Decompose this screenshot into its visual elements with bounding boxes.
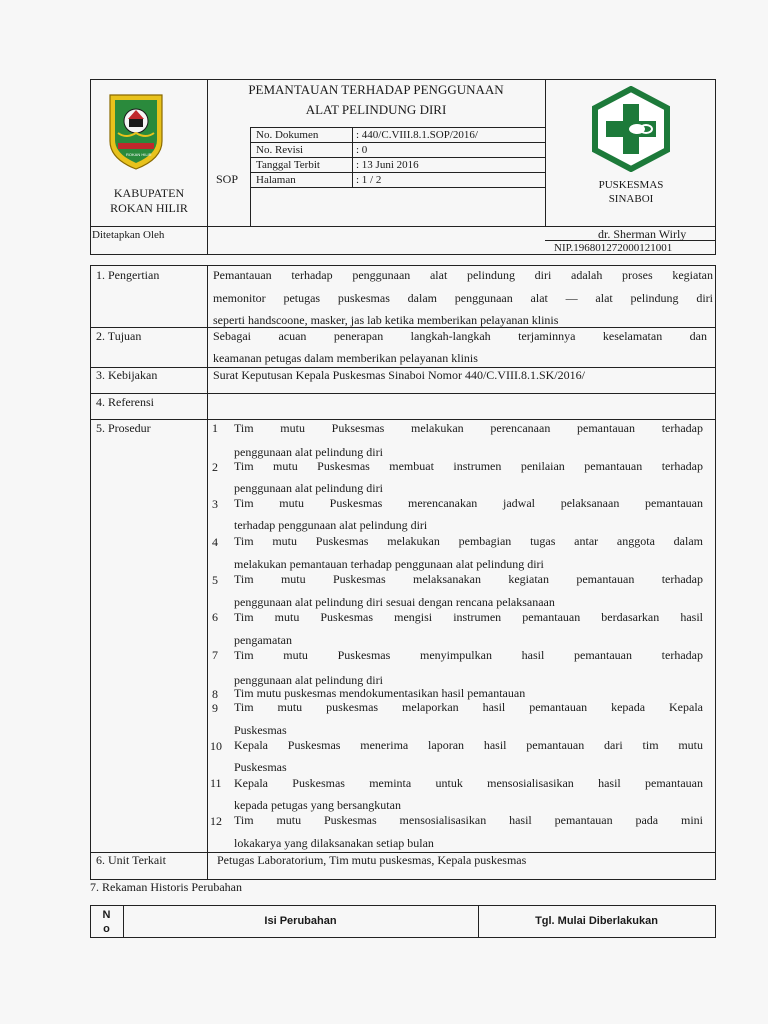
step-number: 10 <box>210 739 222 753</box>
step-text: Tim mutu puskesmas melaporkan hasil pemantauan kepada Kepala <box>234 700 703 714</box>
signer-name: dr. Sherman Wirly <box>598 227 687 241</box>
unit-terkait-text: Petugas Laboratorium, Tim mutu puskesmas, Kepala puskesmas <box>217 853 527 867</box>
step-number: 6 <box>212 610 218 624</box>
step-text: penggunaan alat pelindung diri <box>234 673 383 687</box>
step-number: 7 <box>212 648 218 662</box>
step-text: pengamatan <box>234 633 292 647</box>
left-org-line2: ROKAN HILIR <box>110 201 188 215</box>
meta-value: : 440/C.VIII.8.1.SOP/2016/ <box>356 129 478 141</box>
right-org-line2: SINABOI <box>608 193 654 205</box>
pengertian-text: Pemantauan terhadap penggunaan alat pelindung diri adalah proses kegiatan <box>213 268 713 282</box>
step-text: terhadap penggunaan alat pelindung diri <box>234 518 428 532</box>
step-text: Puskesmas <box>234 760 287 774</box>
tujuan-text: keamanan petugas dalam memberikan pelayanan klinis <box>213 351 478 365</box>
emblem-caption: ROKAN HILIR <box>126 152 152 157</box>
step-number: 5 <box>212 573 218 587</box>
step-number: 9 <box>212 701 218 715</box>
step-number: 8 <box>212 687 218 701</box>
meta-value: : 13 Juni 2016 <box>356 159 419 171</box>
page-title-line2: ALAT PELINDUNG DIRI <box>305 102 447 117</box>
label-pengertian: 1. Pengertian <box>96 268 160 282</box>
rekaman-col-no: o <box>103 923 110 935</box>
step-number: 12 <box>210 814 222 828</box>
sop-label: SOP <box>216 172 239 186</box>
label-referensi: 4. Referensi <box>96 395 154 409</box>
step-text: Puskesmas <box>234 723 287 737</box>
label-kebijakan: 3. Kebijakan <box>96 368 158 382</box>
step-text: Tim mutu Puskesmas membuat instrumen penilaian pemantauan terhadap <box>234 459 703 473</box>
step-text: penggunaan alat pelindung diri sesuai dengan rencana pelaksanaan <box>234 595 555 609</box>
rekaman-col-tgl: Tgl. Mulai Diberlakukan <box>535 915 658 927</box>
step-text: melakukan pemantauan terhadap penggunaan alat pelindung diri <box>234 557 544 571</box>
step-text: Tim mutu Puskesmas menyimpulkan hasil pemantauan terhadap <box>234 648 703 662</box>
meta-label: No. Dokumen <box>256 129 319 141</box>
rokan-hilir-emblem-icon <box>106 93 166 171</box>
puskesmas-logo-icon <box>588 86 674 172</box>
step-text: Tim mutu Puskesmas merencanakan jadwal pelaksanaan pemantauan <box>234 496 703 510</box>
label-tujuan: 2. Tujuan <box>96 329 142 343</box>
step-text: Tim mutu Puksesmas melakukan perencanaan pemantauan terhadap <box>234 421 703 435</box>
right-org-line1: PUSKESMAS <box>598 179 664 191</box>
meta-label: No. Revisi <box>256 144 304 156</box>
signer-nip: NIP.196801272000121001 <box>554 242 673 254</box>
step-text: Tim mutu puskesmas mendokumentasikan hasil pemantauan <box>234 686 526 700</box>
step-number: 2 <box>212 460 218 474</box>
meta-value: : 1 / 2 <box>356 174 382 186</box>
step-number: 4 <box>212 535 218 549</box>
step-text: lokakarya yang dilaksanakan setiap bulan <box>234 836 434 850</box>
step-text: Tim mutu Puskesmas melakukan pembagian tugas antar anggota dalam <box>234 534 703 548</box>
step-text: kepada petugas yang bersangkutan <box>234 798 401 812</box>
page-title-line1: PEMANTAUAN TERHADAP PENGGUNAAN <box>248 82 504 97</box>
step-text: Kepala Puskesmas meminta untuk mensosialisasikan hasil pemantauan <box>234 776 703 790</box>
pengertian-text: seperti handscoone, masker, jas lab ketika memberikan pelayanan klinis <box>213 313 559 327</box>
meta-value: : 0 <box>356 144 368 156</box>
step-text: penggunaan alat pelindung diri <box>234 445 383 459</box>
tujuan-text: Sebagai acuan penerapan langkah-langkah terjaminnya keselamatan dan <box>213 329 707 343</box>
rekaman-col-no: N <box>102 909 111 921</box>
pengertian-text: memonitor petugas puskesmas dalam penggunaan alat — alat pelindung diri <box>213 291 713 305</box>
ditetapkan-label: Ditetapkan Oleh <box>92 229 165 241</box>
step-text: Tim mutu Puskesmas melaksanakan kegiatan pemantauan terhadap <box>234 572 703 586</box>
meta-label: Halaman <box>256 174 296 186</box>
step-number: 11 <box>210 776 222 790</box>
left-org-line1: KABUPATEN <box>113 186 185 200</box>
rekaman-title: 7. Rekaman Historis Perubahan <box>90 880 242 894</box>
label-unit-terkait: 6. Unit Terkait <box>96 853 166 867</box>
step-text: Kepala Puskesmas menerima laporan hasil pemantauan dari tim mutu <box>234 738 703 752</box>
rekaman-col-isi: Isi Perubahan <box>264 915 337 927</box>
kebijakan-text: Surat Keputusan Kepala Puskesmas Sinaboi Nomor 440/C.VIII.8.1.SK/2016/ <box>213 368 585 382</box>
step-text: Tim mutu Puskesmas mengisi instrumen pemantauan berdasarkan hasil <box>234 610 703 624</box>
step-number: 1 <box>212 421 218 435</box>
step-text: penggunaan alat pelindung diri <box>234 481 383 495</box>
meta-label: Tanggal Terbit <box>256 159 320 171</box>
step-number: 3 <box>212 497 218 511</box>
step-text: Tim mutu Puskesmas mensosialisasikan hasil pemantauan pada mini <box>234 813 703 827</box>
label-prosedur: 5. Prosedur <box>96 421 151 435</box>
